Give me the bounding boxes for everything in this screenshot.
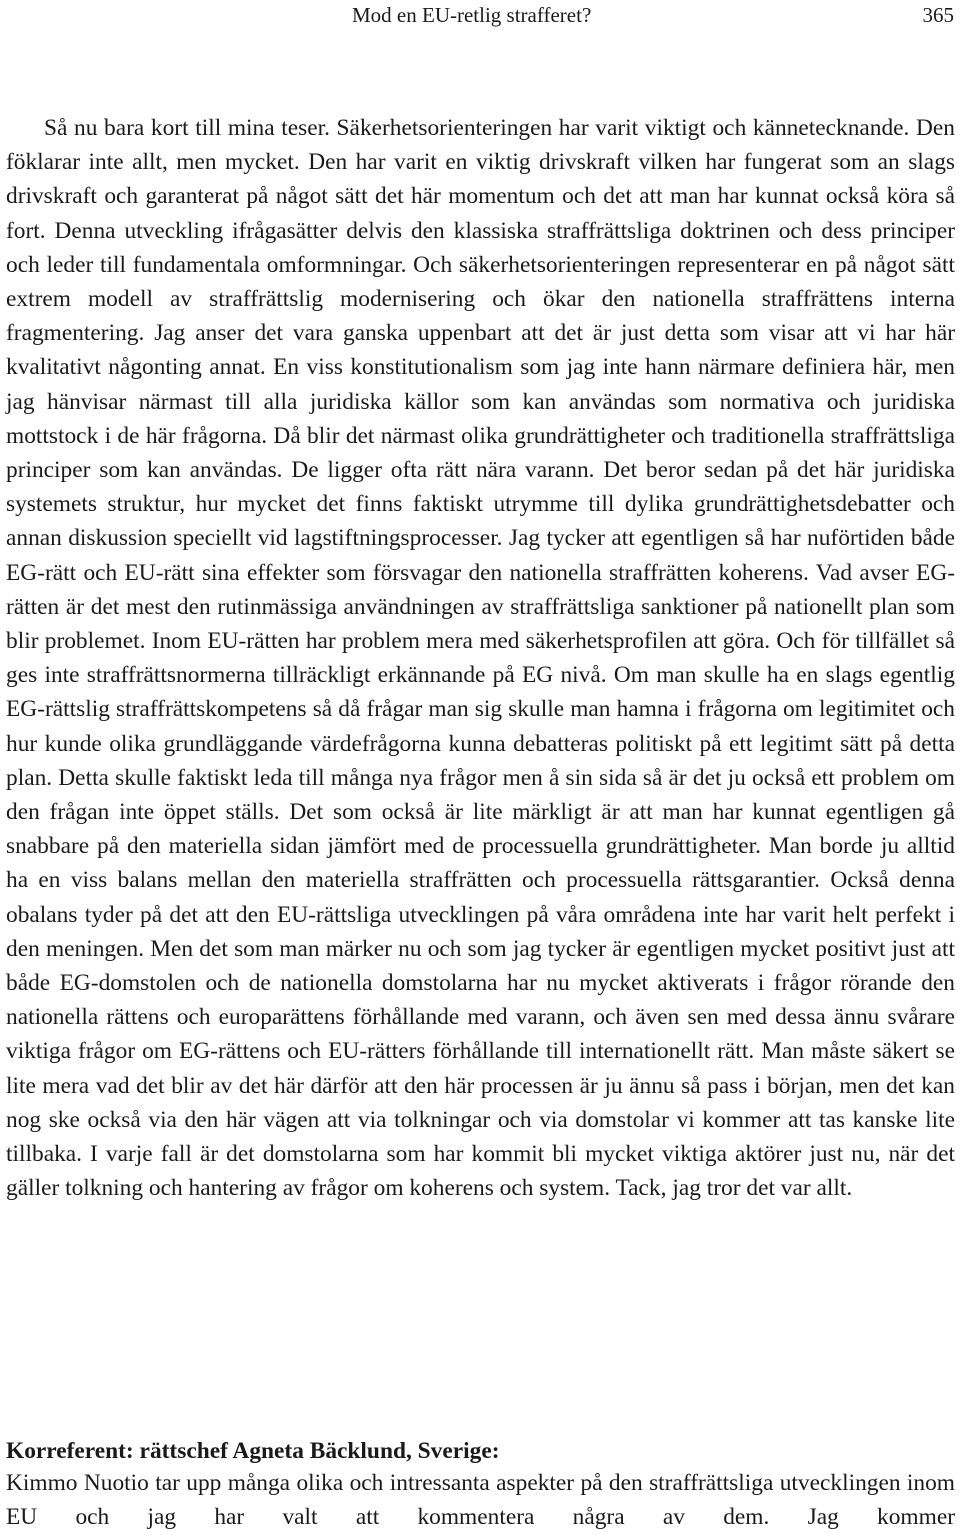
page-number: 365: [922, 3, 954, 27]
body-paragraph: Så nu bara kort till mina teser. Säkerhetsorienteringen har varit viktigt och kännetecknande. Den föklarar inte allt, men mycket. Den har varit en viktig drivskraft vilken har fungerat som an slags drivskraft och garanterat på något sätt det här momentum och det att man har kunnat också köra så fort. Denna utveckling ifrågasätter delvis den klassiska straffrättsliga doktrinen och dess principer och leder till fundamentala omformningar. Och säkerhetsorienteringen representerar en på något sätt extrem modell av straffrättslig modernisering och ökar den nationella straffrättens interna fragmentering. Jag anser det vara ganska uppenbart att det är just detta som visar att vi har här kvalitativt någonting annat. En viss konstitutionalism som jag inte hann närmare definiera här, men jag hänvisar närmast till alla juridiska källor som kan användas som normativa och juridiska mottstock i de här frågorna. Då blir det närmast olika grundrättigheter och traditionella straffrättsliga principer som kan användas. De ligger ofta rätt nära varann. Det beror sedan på det här juridiska systemets struktur, hur mycket det finns faktiskt utrymme till dylika grundrättighetsdebatter och annan diskussion speciellt vid lagstiftningsprocesser. Jag tycker att egentligen så har nuförtiden både EG-rätt och EU-rätt sina effekter som försvagar den nationella straffrätten koherens. Vad avser EG-rätten är det mest den rutinmässiga användningen av straffrättsliga sanktioner på nationellt plan som blir problemet. Inom EU-rätten har problem mera med säkerhetsprofilen att göra. Och för tillfället så ges inte straffrättsnormerna tillräckligt erkännande på EG nivå. Om man skulle ha en slags egentlig EG-rättslig straffrättskompetens så då frågar man sig skulle man hamna i frågorna om legitimitet och hur kunde olika grundläggande värdefrågorna kunna debatteras politiskt på ett legitimt sätt på detta plan. Detta skulle faktiskt leda till många nya frågor men å sin sida så är det ju också ett problem om den frågan inte öppet ställs. Det som också är lite märkligt är att man har kunnat egentligen gå snabbare på den materiella sidan jämfört med de processuella grundrättigheter. Man borde ju alltid ha en viss balans mellan den materiella straffrätten och processuella rättsgarantier. Också denna obalans tyder på det att den EU-rättsliga utvecklingen på våra områdena inte har varit helt perfekt i den meningen. Men det som man märker nu och som jag tycker är egentligen mycket positivt just att både EG-domstolen och de nationella domstolarna har nu mycket aktiverats i frågor rörande den nationella rättens och europarättens förhållande med varann, och även sen med dessa ännu svårare viktiga frågor om EG-rättens och EU-rätters förhållande till internationellt rätt. Man måste säkert se lite mera vad det blir av det här därför att den här processen är ju ännu så pass i början, men det kan nog ske också via den här vägen att via tolkningar och via domstolar vi kommer att tas kanske lite tillbaka. I varje fall är det domstolarna som har kommit bli mycket viktiga aktörer just nu, när det gäller tolkning och hantering av frågor om koherens och system. Tack, jag tror det var allt.: [6, 115, 955, 1202]
body-text: [6, 111, 955, 1206]
running-title: Mod en EU-retlig strafferet?: [352, 3, 592, 27]
section-heading: Korreferent: rättschef Agneta Bäcklund, Sverige:: [6, 1438, 500, 1464]
section-paragraph: Kimmo Nuotio tar upp många olika och intressanta aspekter på den straffrättsliga utvecklingen inom EU och jag har valt att kommentera några av dem. Jag kommer: [6, 1470, 955, 1531]
running-header: [0, 0, 960, 30]
